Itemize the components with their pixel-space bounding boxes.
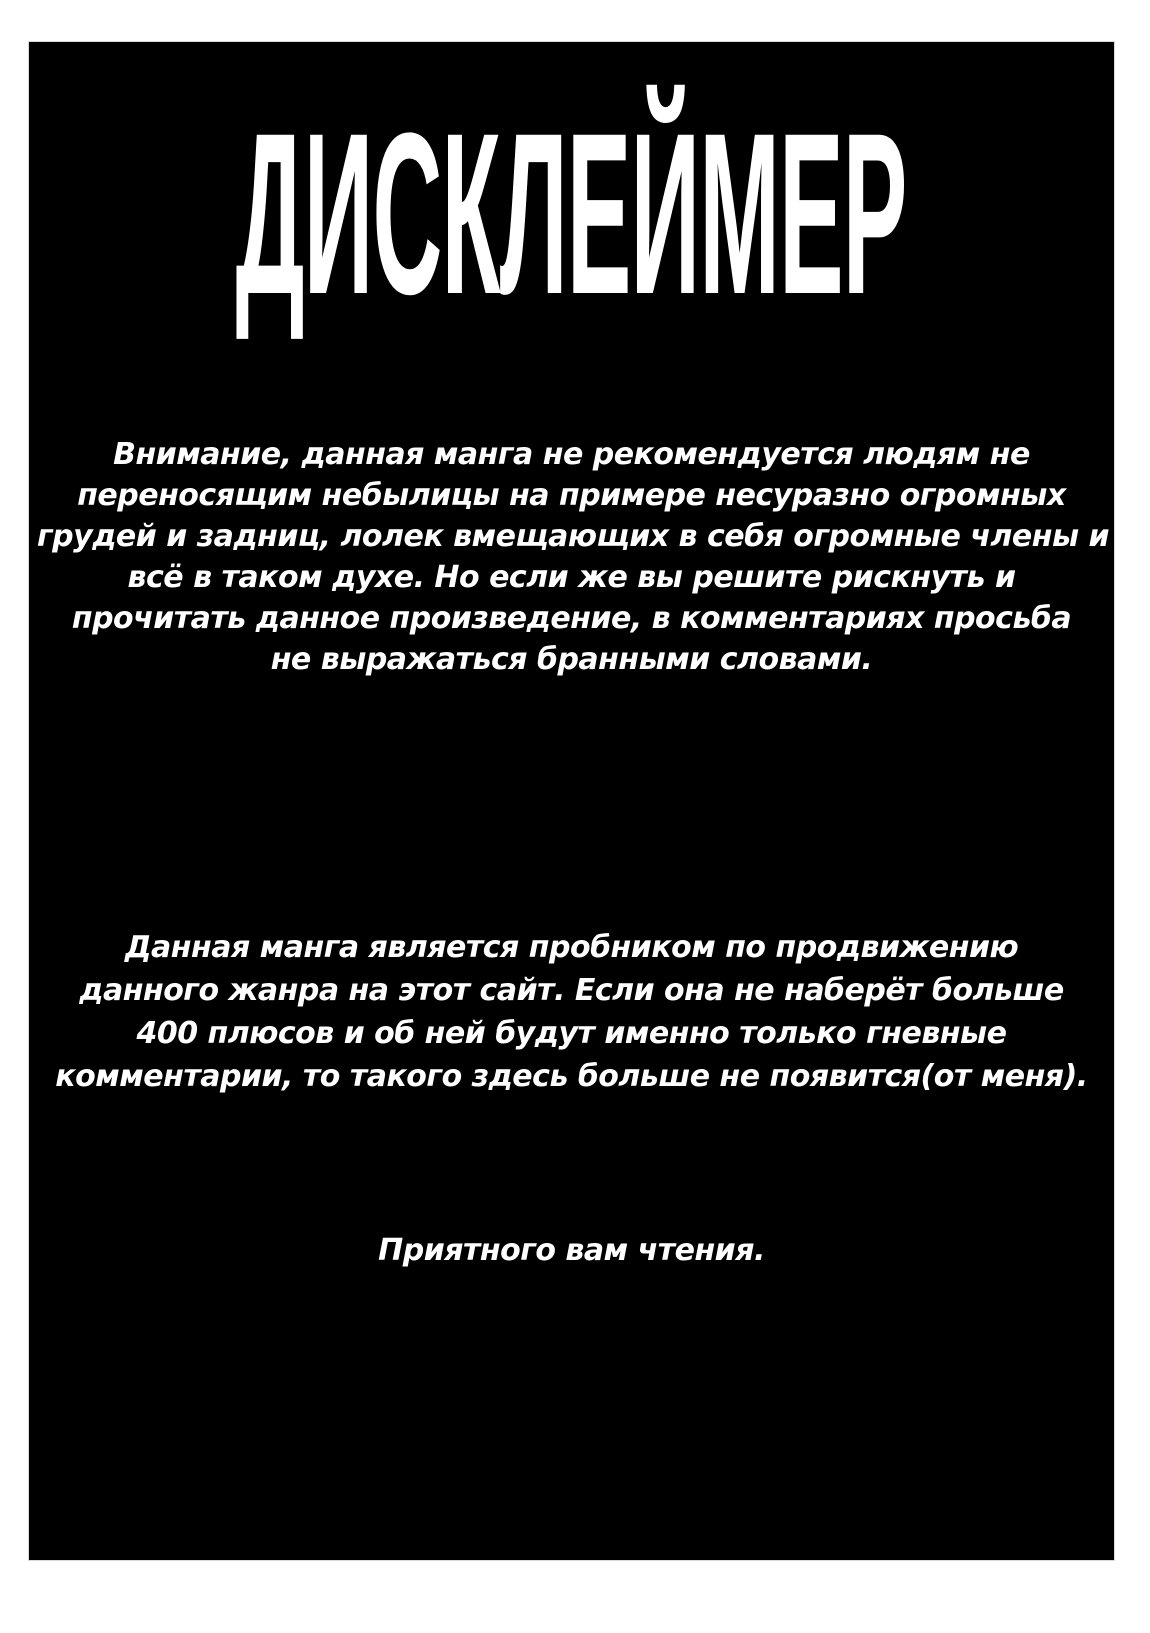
warning-paragraph [29,434,1114,680]
promo-line: комментарии, то такого здесь больше не появится(от меня). [55,1059,1088,1094]
warning-line: всё в таком духе. Но если же вы решите рискнуть и [127,560,1016,595]
closing-line [29,1231,1114,1271]
page-title-text: ДИСКЛЕЙМЕР [236,86,907,344]
promo-line: Данная манга является пробником по продвижению [124,930,1019,965]
page-title [29,86,1114,344]
closing-line-text: Приятного вам чтения. [378,1233,765,1268]
warning-line: переносящим небылицы на примере несуразно огромных [77,478,1066,513]
disclaimer-panel [29,42,1114,1560]
warning-line: не выражаться бранными словами. [270,642,873,677]
promo-paragraph [29,926,1114,1098]
promo-line: данного жанра на этот сайт. Если она не наберёт больше [79,973,1064,1008]
promo-line: 400 плюсов и об ней будут именно только гневные [136,1016,1007,1051]
warning-line: грудей и задниц, лолек вмещающих в себя огромные члены и [37,519,1110,554]
warning-line: прочитать данное произведение, в комментариях просьба [71,601,1072,636]
warning-line: Внимание, данная манга не рекомендуется людям не [113,437,1030,472]
